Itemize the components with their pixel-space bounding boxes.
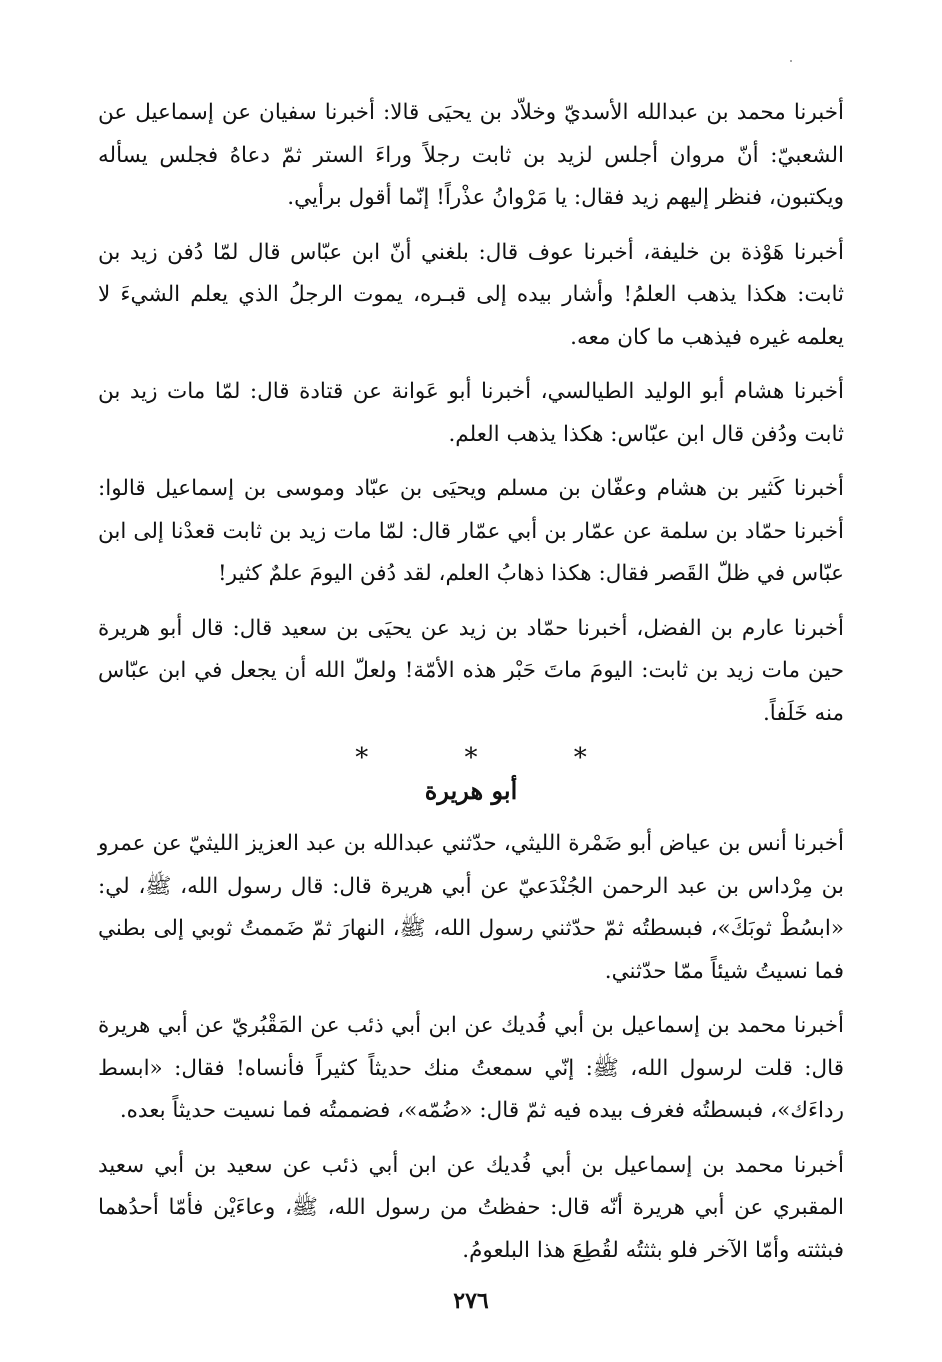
section-divider: * * * bbox=[355, 743, 631, 773]
page-number: ٢٧٦ bbox=[453, 1288, 489, 1314]
section-title: أبو هريرة bbox=[424, 776, 518, 805]
paragraph-6: أخبرنا أنس بن عياض أبو ضَمْرة الليثي، حدّثني عبدالله بن عبد العزيز الليثيّ عن عمرو بن مِرْداس بن عبد الرحمن الجُنْدَعيّ عن أبي هريرة قال: قال رسول الله، ﷺ، لي: «ابسُطْ ثوبَكَ»، فبسطتُه ثمّ حدّثني رسول الله، ﷺ، النهارَ ثمّ ضَممتُ ثوبي إلى بطني فما نسيتُ شيئاً ممّا حدّثني. bbox=[98, 831, 844, 984]
paragraph-4: أخبرنا كَثير بن هشام وعفّان بن مسلم ويحيَى بن عبّاد وموسى بن إسماعيل قالوا: أخبرنا حمّاد بن سلمة عن عمّار بن أبي عمّار قال: لمّا مات زيد بن ثابت قعدْنا إلى ابن عبّاس في ظلّ القَصر فقال: هكذا ذهابُ العلم، لقد دُفن اليومَ علمٌ كثير! bbox=[98, 476, 844, 586]
paragraph-5: أخبرنا عارم بن الفضل، أخبرنا حمّاد بن زيد عن يحيَى بن سعيد قال: قال أبو هريرة حين مات زيد بن ثابت: اليومَ ماتَ حَبْر هذه الأمّة! ولعلّ الله أن يجعل في ابن عبّاس منه خَلَفاً. bbox=[98, 615, 844, 726]
paragraph-1: أخبرنا محمد بن عبدالله الأسديّ وخلاّد بن يحيَى قالا: أخبرنا سفيان عن إسماعيل عن الشعبيّ: أنّ مروان أجلس لزيد بن ثابت رجلاً وراءَ الستر ثمّ دعاهُ فجلس يسأله ويكتبون، فنظر إليهم زيد فقال: يا مَرْوانُ عذْراً! إنّما أقول برأيي. bbox=[98, 100, 844, 210]
paragraph-2: أخبرنا هَوْذة بن خليفة، أخبرنا عوف قال: بلغني أنّ ابن عبّاس قال لمّا دُفن زيد بن ثابت: هكذا يذهب العلمُ! وأشار بيده إلى قبـره، يموت الرجلُ الذي يعلم الشيءَ لا يعلمه غيره فيذهب ما كان معه. bbox=[98, 239, 844, 350]
page-body bbox=[98, 92, 844, 1284]
paragraph-7: أخبرنا محمد بن إسماعيل بن أبي فُديك عن ابن أبي ذئب عن المَقْبُريّ عن أبي هريرة قال: قلت لرسول الله، ﷺ: إنّي سمعتُ منك حديثاً كثيراً فأنساه! فقال: «ابسط رداءَك»، فبسطتُه فغرف بيده فيه ثمّ قال: «ضُمّه»، فضممتُه فما نسيت حديثاً بعده. bbox=[98, 1013, 844, 1123]
paragraph-3: أخبرنا هشام أبو الوليد الطيالسي، أخبرنا أبو عَوانة عن قتادة قال: لمّا مات زيد بن ثابت ودُفن قال ابن عبّاس: هكذا يذهب العلم. bbox=[98, 379, 844, 447]
paragraph-8: أخبرنا محمد بن إسماعيل بن أبي فُديك عن ابن أبي ذئب عن سعيد بن أبي سعيد المقبري عن أبي هريرة أنّه قال: حفظتُ من رسول الله، ﷺ، وعاءَيْن فأمّا أحدُهما فبثثته وأمّا الآخر فلو بثثتُه لقُطِعَ هذا البلعومُ. bbox=[98, 1152, 844, 1263]
scan-speck bbox=[790, 60, 792, 62]
